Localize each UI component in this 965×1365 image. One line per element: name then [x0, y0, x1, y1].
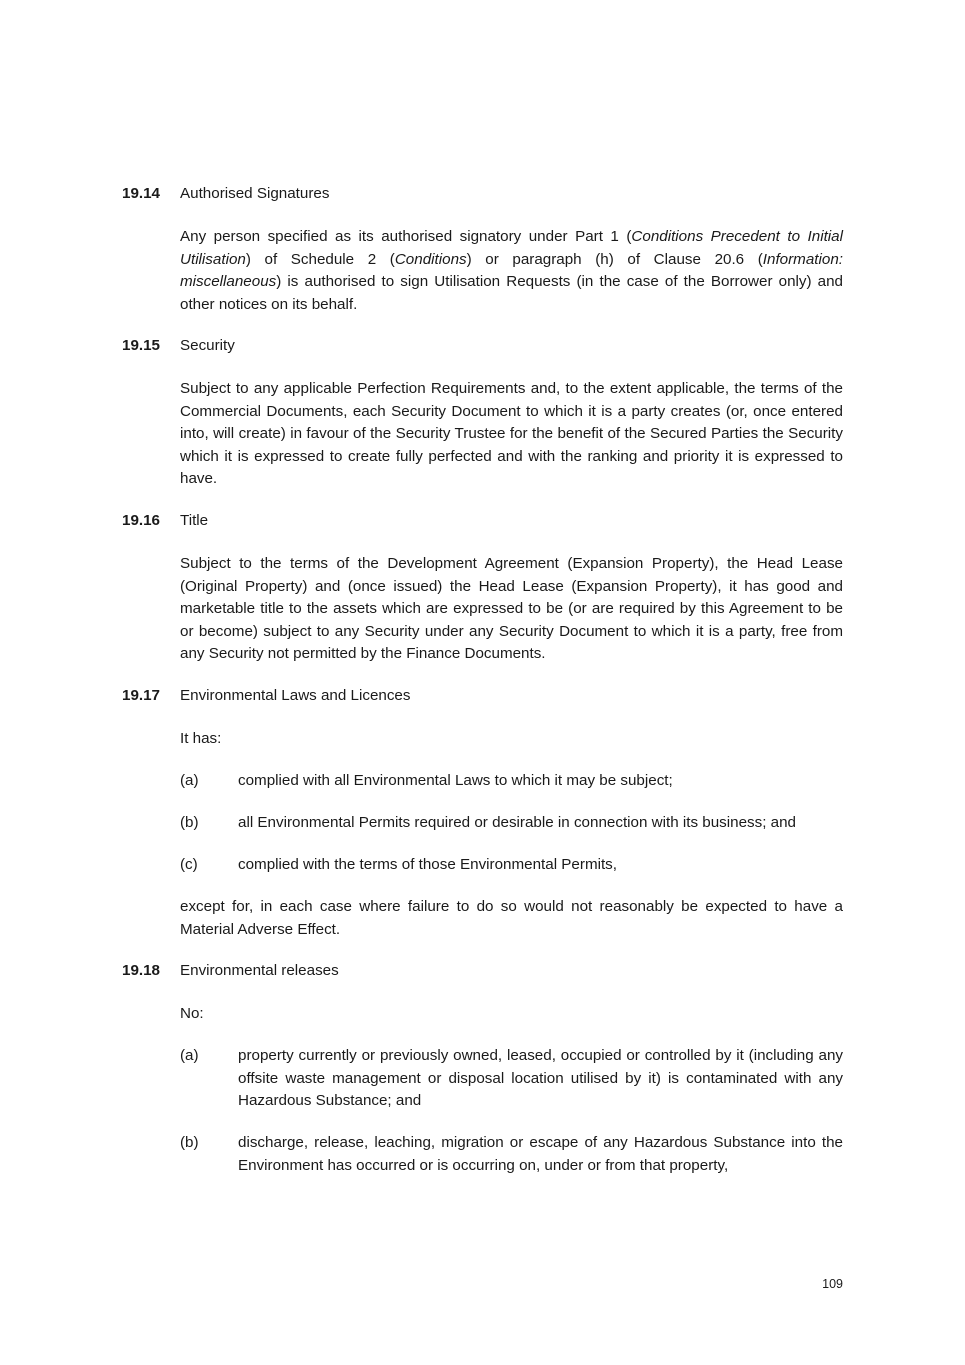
- list-item: [180, 854, 843, 877]
- section-heading-19-16: [122, 510, 208, 532]
- list-item: [180, 1045, 843, 1113]
- body-italic-text: Conditions: [394, 250, 467, 268]
- section-number: 19.16: [122, 512, 161, 529]
- body-text: ) of Schedule 2 (: [245, 250, 395, 268]
- list-item-label: (a): [180, 1047, 199, 1064]
- section-body-19-15: Subject to any applicable Perfection Requirements and, to the extent applicable, the terms of the Commercial Documents, each Security Document to which it is a party creates (or, once entered into, will create) in favour of the Security Trustee for the benefit of the Secured Parties the Security which it is expressed to create fully perfected and with the ranking and priority it is expressed to have.: [180, 380, 843, 487]
- section-number: 19.17: [122, 687, 161, 704]
- list-item-label: (b): [180, 814, 199, 831]
- list-item-label: (c): [180, 856, 198, 873]
- section-title: Security: [180, 337, 235, 354]
- list-item: [180, 1132, 843, 1177]
- section-heading-19-15: [122, 335, 235, 357]
- list-item: [180, 770, 843, 793]
- section-number: 19.14: [122, 185, 161, 202]
- section-heading-19-18: [122, 960, 339, 982]
- section-body-19-16: Subject to the terms of the Development Agreement (Expansion Property), the Head Lease (Original Property) and (once issued) the Head Lease (Expansion Property), it has good and marketable title to the assets which are expressed to be (or are required by this Agreement to be or become) subject to any Security under any Security Document to which it is a party, free from any Security not permitted by the Finance Documents.: [180, 555, 843, 662]
- section-number: 19.18: [122, 962, 161, 979]
- list-item-label: (b): [180, 1134, 199, 1151]
- body-italic-text: Conditions Precedent to Initial Utilisation: [180, 228, 843, 268]
- list-item-text: discharge, release, leaching, migration or escape of any Hazardous Substance into the Environment has occurred or is occurring on, under or from that property,: [238, 1134, 843, 1174]
- list-item: [180, 812, 843, 835]
- section-title: Environmental Laws and Licences: [180, 687, 411, 704]
- list-item-label: (a): [180, 772, 199, 789]
- body-text: ) or paragraph (h) of Clause 20.6 (: [466, 250, 763, 268]
- list-item-text: complied with the terms of those Environmental Permits,: [238, 856, 617, 873]
- section-title: Title: [180, 512, 209, 529]
- page-number: 109: [822, 1277, 843, 1291]
- section-heading-19-14: [122, 183, 329, 205]
- section-heading-19-17: [122, 685, 410, 707]
- section-intro: It has:: [180, 730, 222, 747]
- list-item-text: all Environmental Permits required or desirable in connection with its business; and: [238, 814, 796, 831]
- section-closing: except for, in each case where failure to do so would not reasonably be expected to have a Material Adverse Effect.: [180, 898, 843, 938]
- list-item-text: complied with all Environmental Laws to which it may be subject;: [238, 772, 673, 789]
- body-text: Any person specified as its authorised signatory under Part 1 (: [180, 228, 632, 245]
- section-body-19-14: [180, 226, 843, 316]
- section-intro: No:: [180, 1005, 204, 1022]
- body-italic-text: Information: miscellaneous: [180, 250, 843, 290]
- body-text: ) is authorised to sign Utilisation Requests (in the case of the Borrower only) and other notices on its behalf.: [180, 273, 843, 313]
- section-title: Authorised Signatures: [180, 185, 330, 202]
- section-title: Environmental releases: [180, 962, 339, 979]
- section-number: 19.15: [122, 337, 161, 354]
- list-item-text: property currently or previously owned, leased, occupied or controlled by it (including any offsite waste management or disposal location utilised by it) is contaminated with any Hazardous Substance; and: [238, 1047, 843, 1109]
